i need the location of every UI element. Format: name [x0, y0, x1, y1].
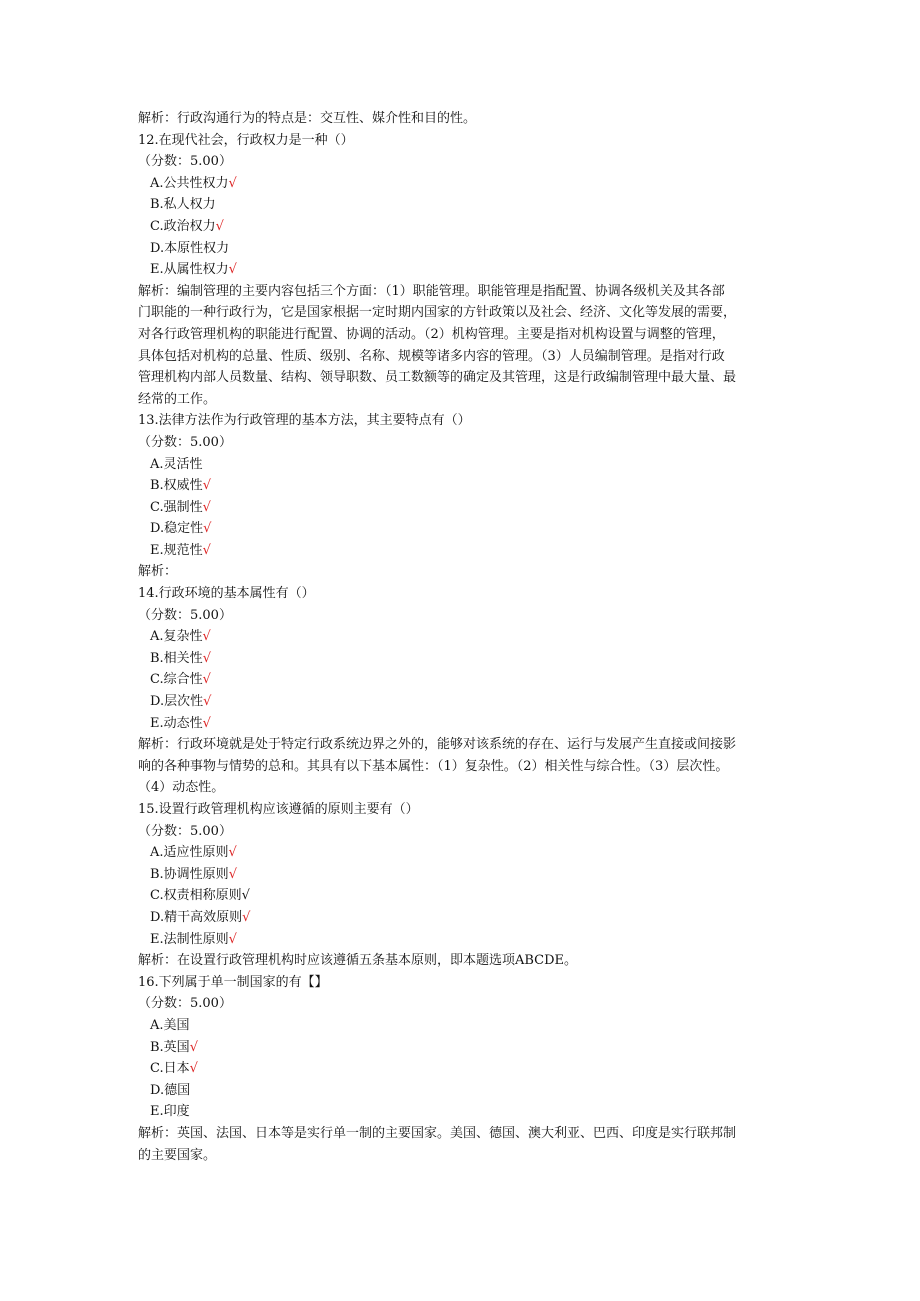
answer-option — [138, 1101, 788, 1123]
line-text: 16.下列属于单一制国家的有【】 — [138, 974, 328, 990]
answer-option — [138, 540, 788, 562]
line-text: （4）动态性。 — [138, 780, 225, 796]
line-text: 解析：编制管理的主要内容包括三个方面：（1）职能管理。职能管理是指配置、协调各级机关及其各部 — [138, 283, 725, 299]
analysis-text — [138, 756, 788, 778]
score-label — [138, 151, 788, 173]
analysis-text — [138, 281, 788, 303]
line-text: （分数：5.00） — [138, 434, 232, 450]
score-label — [138, 432, 788, 454]
line-text: 管理机构内部人员数量、结构、领导职数、员工数额等的确定及其管理，这是行政编制管理中最大量、最 — [138, 370, 737, 386]
answer-option — [138, 626, 788, 648]
correct-check-icon: √ — [215, 218, 224, 234]
answer-option — [138, 669, 788, 691]
answer-option — [138, 929, 788, 951]
answer-option — [138, 518, 788, 540]
line-text: C.强制性 — [150, 499, 203, 515]
analysis-text — [138, 1145, 788, 1167]
line-text: D.稳定性 — [150, 521, 204, 537]
line-text: 14.行政环境的基本属性有（） — [138, 586, 315, 602]
answer-option — [138, 238, 788, 260]
line-text: 具体包括对机构的总量、性质、级别、名称、规模等诸多内容的管理。（3）人员编制管理。是指对行政 — [138, 348, 725, 364]
correct-check-icon: √ — [203, 694, 212, 710]
answer-option — [138, 648, 788, 670]
answer-option — [138, 1058, 788, 1080]
line-text: 解析： — [138, 564, 178, 580]
line-text: 解析：行政沟通行为的特点是：交互性、媒介性和目的性。 — [138, 111, 477, 126]
answer-option — [138, 497, 788, 519]
line-text: 的主要国家。 — [138, 1147, 217, 1163]
correct-check-icon: √ — [228, 262, 237, 278]
line-text: A.公共性权力 — [150, 175, 229, 191]
line-text: A.复杂性 — [150, 629, 203, 645]
analysis-text — [138, 389, 788, 411]
question-stem — [138, 583, 788, 605]
line-text: 解析：英国、法国、日本等是实行单一制的主要国家。美国、德国、澳大利亚、巴西、印度是实行联邦制 — [138, 1125, 737, 1141]
correct-check-icon: √ — [228, 866, 237, 882]
line-text: （分数：5.00） — [138, 154, 232, 170]
line-text: E.规范性 — [150, 542, 203, 558]
analysis-text — [138, 367, 788, 389]
analysis-text — [138, 1123, 788, 1145]
correct-check-icon: √ — [189, 1039, 198, 1055]
line-text: 12.在现代社会，行政权力是一种（） — [138, 132, 354, 148]
correct-check-icon: √ — [189, 1061, 198, 1077]
question-stem — [138, 130, 788, 152]
line-text: D.层次性 — [150, 694, 204, 710]
line-text: 15.设置行政管理机构应该遵循的原则主要有（） — [138, 802, 419, 817]
analysis-text — [138, 324, 788, 346]
line-text: 响的各种事物与情势的总和。其具有以下基本属性：（1）复杂性。（2）相关性与综合性。（3）层次性。 — [138, 758, 729, 774]
answer-option — [138, 907, 788, 929]
line-text: C.政治权力 — [150, 218, 216, 234]
answer-option — [138, 454, 788, 476]
line-text: A.美国 — [150, 1017, 190, 1033]
line-text: 解析：在设置行政管理机构时应该遵循五条基本原则，即本题选项ABCDE。 — [138, 953, 578, 969]
correct-check-icon: √ — [203, 521, 212, 537]
line-text: D.精干高效原则 — [150, 909, 243, 925]
answer-option — [138, 194, 788, 216]
score-label — [138, 993, 788, 1015]
score-label — [138, 605, 788, 627]
score-label — [138, 821, 788, 843]
line-text: 经常的工作。 — [138, 391, 217, 407]
answer-option — [138, 713, 788, 735]
line-text: 13.法律方法作为行政管理的基本方法，其主要特点有（） — [138, 413, 471, 429]
analysis-text — [138, 108, 788, 130]
analysis-text — [138, 302, 788, 324]
line-text: E.从属性权力 — [150, 262, 229, 278]
analysis-text — [138, 346, 788, 368]
answer-option — [138, 691, 788, 713]
line-text: 门职能的一种行政行为，它是国家根据一定时期内国家的方针政策以及社会、经济、文化等发展的需要， — [138, 305, 737, 321]
line-text: E.法制性原则 — [150, 931, 229, 947]
answer-option — [138, 885, 788, 907]
line-text: C.综合性 — [150, 672, 203, 688]
answer-option — [138, 1080, 788, 1102]
correct-check-icon: √ — [202, 715, 211, 731]
line-text: E.印度 — [150, 1104, 190, 1120]
question-stem — [138, 799, 788, 821]
correct-check-icon: √ — [202, 650, 211, 666]
answer-option — [138, 216, 788, 238]
answer-option — [138, 1015, 788, 1037]
analysis-text — [138, 561, 788, 583]
correct-check-icon: √ — [241, 888, 250, 904]
answer-option — [138, 842, 788, 864]
answer-option — [138, 475, 788, 497]
correct-check-icon: √ — [228, 931, 237, 947]
answer-option — [138, 173, 788, 195]
line-text: E.动态性 — [150, 715, 203, 731]
line-text: （分数：5.00） — [138, 996, 232, 1012]
line-text: 对各行政管理机构的职能进行配置、协调的活动。（2）机构管理。主要是指对机构设置与调整的管理， — [138, 326, 725, 342]
line-text: B.私人权力 — [150, 197, 216, 213]
question-stem — [138, 972, 788, 994]
line-text: B.相关性 — [150, 650, 203, 666]
correct-check-icon: √ — [202, 672, 211, 688]
line-text: C.权责相称原则 — [150, 888, 242, 904]
answer-option — [138, 864, 788, 886]
line-text: B.英国 — [150, 1039, 190, 1055]
line-text: B.权威性 — [150, 478, 203, 494]
correct-check-icon: √ — [202, 629, 211, 645]
correct-check-icon: √ — [242, 909, 251, 925]
answer-option — [138, 259, 788, 281]
correct-check-icon: √ — [228, 845, 237, 861]
line-text: D.德国 — [150, 1082, 191, 1098]
line-text: B.协调性原则 — [150, 866, 229, 882]
line-text: A.适应性原则 — [150, 845, 229, 861]
exam-content — [138, 108, 788, 1166]
analysis-text — [138, 777, 788, 799]
correct-check-icon: √ — [202, 478, 211, 494]
line-text: 解析：行政环境就是处于特定行政系统边界之外的，能够对该系统的存在、运行与发展产生直接或间接影 — [138, 737, 737, 753]
line-text: A.灵活性 — [150, 456, 203, 472]
correct-check-icon: √ — [228, 175, 237, 191]
question-stem — [138, 410, 788, 432]
line-text: （分数：5.00） — [138, 607, 232, 623]
correct-check-icon: √ — [202, 542, 211, 558]
analysis-text — [138, 734, 788, 756]
line-text: D.本原性权力 — [150, 240, 230, 256]
correct-check-icon: √ — [202, 499, 211, 515]
line-text: （分数：5.00） — [138, 823, 232, 839]
analysis-text — [138, 950, 788, 972]
answer-option — [138, 1037, 788, 1059]
line-text: C.日本 — [150, 1061, 190, 1077]
